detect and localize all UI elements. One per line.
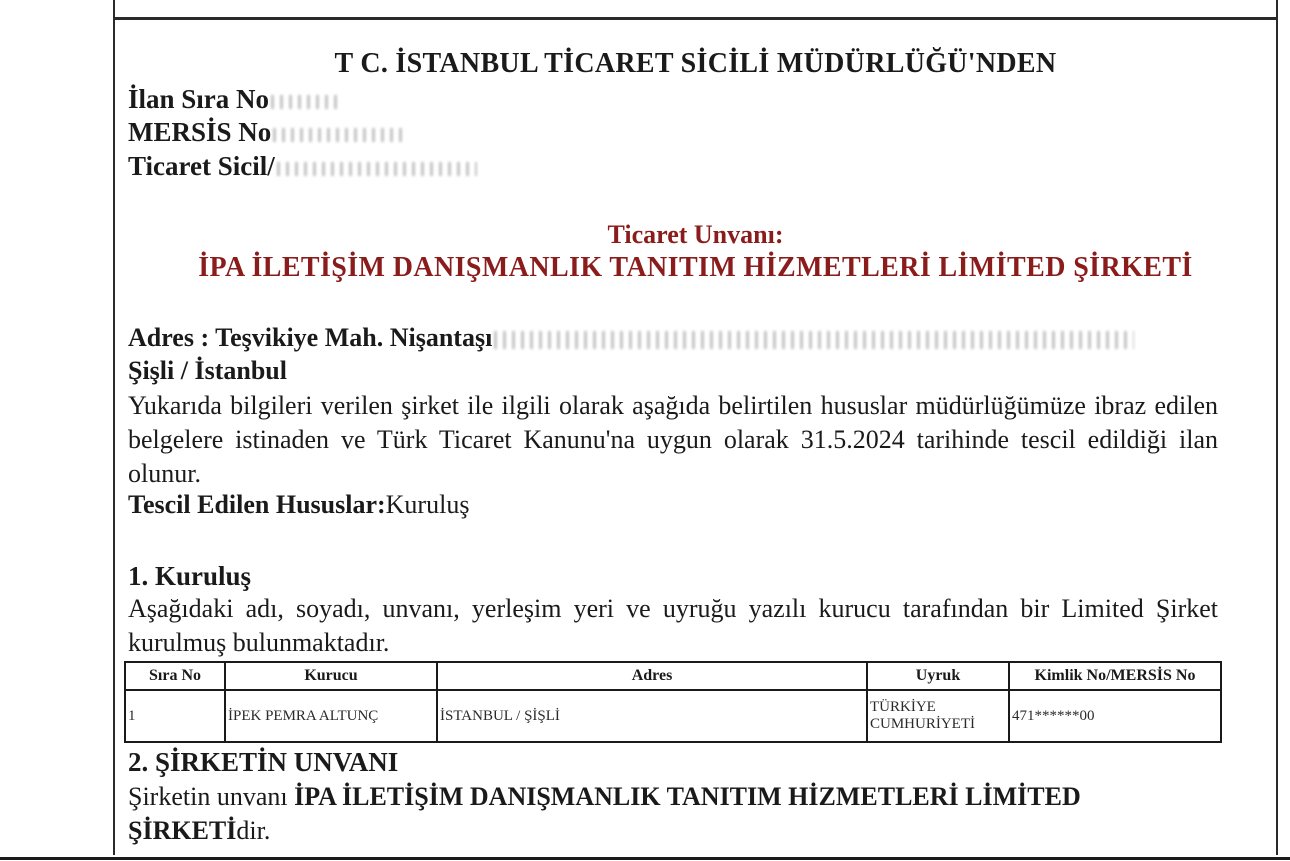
intro-paragraph: Yukarıda bilgileri verilen şirket ile ilgili olarak aşağıda belirtilen hususlar müdürlüğümüze ibraz edilen belgelere istinaden ve Türk Ticaret Kanunu'na uygun olarak 31.5.2024 tarihinde tescil edildiği ilan olunur. <box>128 391 1218 488</box>
header-kurucu: Kurucu <box>225 662 437 690</box>
address-line <box>128 323 1134 353</box>
section-1-title: 1. Kuruluş <box>128 561 252 591</box>
header-uyruk: Uyruk <box>867 662 1009 690</box>
top-rule <box>113 17 1278 20</box>
redacted-address <box>494 331 1134 349</box>
header-kimlik-no: Kimlik No/MERSİS No <box>1009 662 1221 690</box>
tescil-line <box>128 490 469 520</box>
table-row <box>125 690 1221 742</box>
redacted-value <box>277 162 477 176</box>
section-2-text <box>128 780 1228 848</box>
mersis-no <box>128 117 403 148</box>
address-line-2: Şişli / İstanbul <box>128 356 287 385</box>
founders-table <box>124 661 1222 743</box>
document-heading: T C. İSTANBUL TİCARET SİCİLİ MÜDÜRLÜĞÜ'NDEN <box>334 48 1057 79</box>
section-2-title: 2. ŞİRKETİN UNVANI <box>128 747 399 777</box>
section-2-company-name: İPA İLETİŞİM DANIŞMANLIK TANITIM HİZMETLERİ LİMİTED ŞİRKETİ <box>128 782 1081 845</box>
redacted-value <box>271 95 341 109</box>
cell-adres: İSTANBUL / ŞİŞLİ <box>437 690 867 742</box>
cell-sira-no: 1 <box>125 690 225 742</box>
bottom-rule <box>0 857 1290 860</box>
ticaret-unvani-label: Ticaret Unvanı: <box>607 220 784 249</box>
address-value: Teşvikiye Mah. Nişantaşı <box>215 323 493 352</box>
redacted-value <box>273 128 403 142</box>
ilan-sira-no <box>128 84 341 115</box>
cell-kurucu: İPEK PEMRA ALTUNÇ <box>225 690 437 742</box>
cell-kimlik-no: 471******00 <box>1009 690 1221 742</box>
header-sira-no: Sıra No <box>125 662 225 690</box>
ilan-sira-no-label: İlan Sıra No <box>128 84 270 114</box>
cell-uyruk: TÜRKİYE CUMHURİYETİ <box>867 690 1009 742</box>
section-1-text: Aşağıdaki adı, soyadı, unvanı, yerleşim yeri ve uyruğu yazılı kurucu tarafından bir Limited Şirket kurulmuş bulunmaktadır. <box>128 594 1218 657</box>
ticaret-unvani-name: İPA İLETİŞİM DANIŞMANLIK TANITIM HİZMETLERİ LİMİTED ŞİRKETİ <box>198 252 1193 283</box>
ticaret-sicil-label: Ticaret Sicil/ <box>128 151 275 181</box>
tescil-label: Tescil Edilen Hususlar: <box>128 490 386 519</box>
mersis-no-label: MERSİS No <box>128 117 272 147</box>
address-label: Adres : <box>128 323 210 352</box>
tescil-value: Kuruluş <box>385 490 470 519</box>
table-header-row <box>125 662 1221 690</box>
ticaret-sicil <box>128 151 477 182</box>
section-2-prefix: Şirketin unvanı <box>128 782 295 811</box>
header-adres: Adres <box>437 662 867 690</box>
section-2-suffix: dir. <box>236 816 271 845</box>
